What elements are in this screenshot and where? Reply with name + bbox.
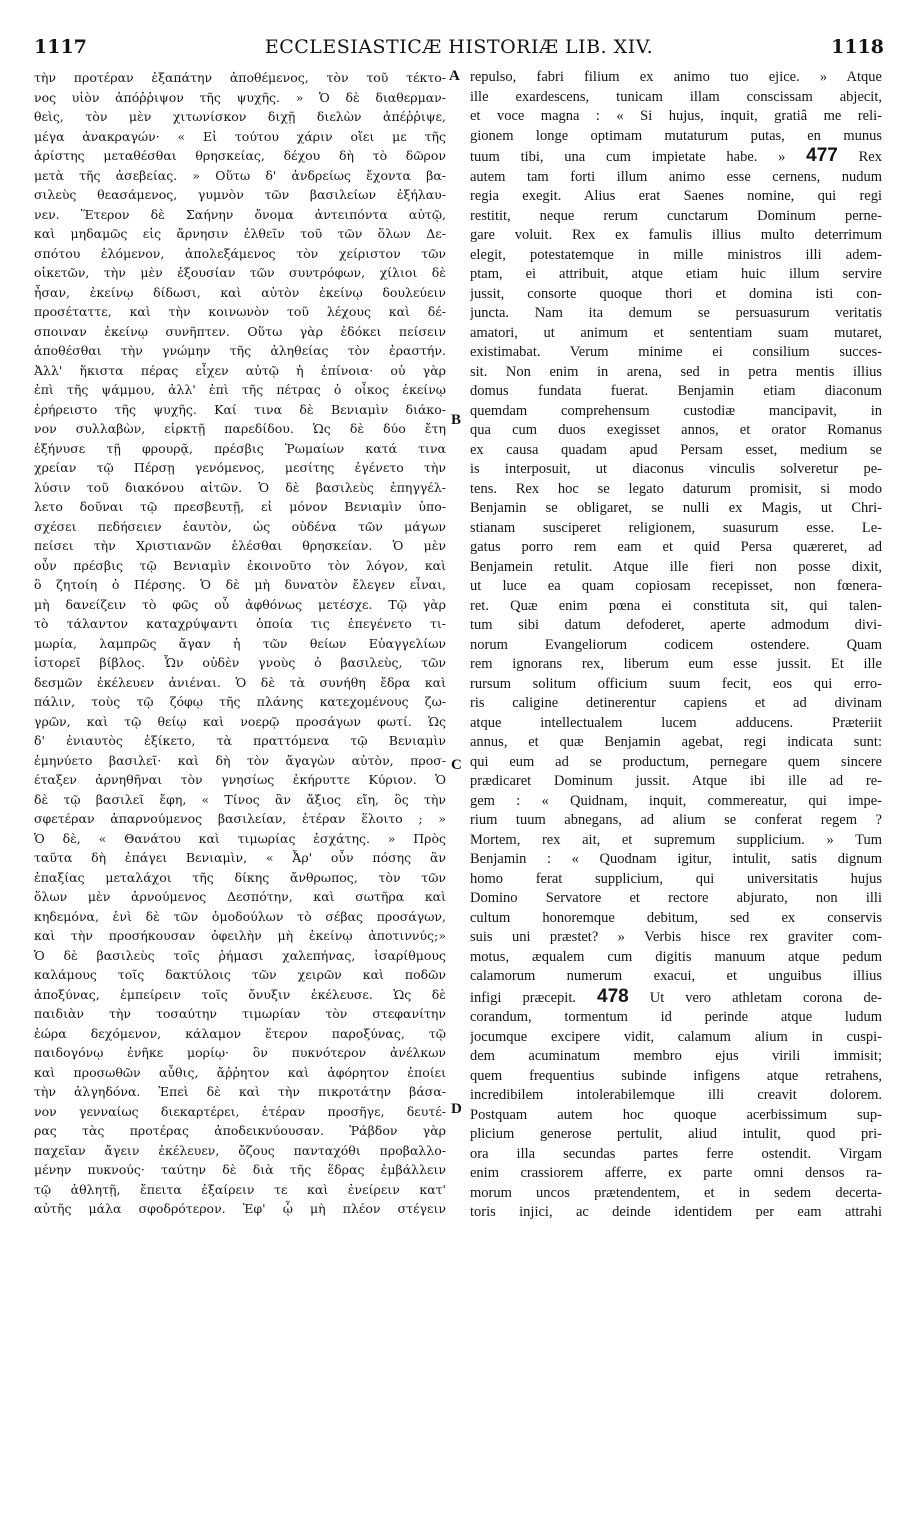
greek-line: μὴ δανείζειν τὸ φῶς οὗ ἀφθόνως μετέσχε. Τῷ γὰρ [34,596,446,612]
greek-line: τὴν προτέραν ἐξαπάτην ἀποθέμενος, τὸν τοῦ τέκτο- [34,70,446,85]
latin-line: morum uncos prætendentem, et in sedem decerta- [470,1184,882,1201]
greek-line: ταῦτα δὴ ἐπάγει Βενιαμὶν, « Ἆρ' οὖν πόσης ἂν [34,850,446,865]
latin-line: amatori, ut animum et sententiam suam mutaret, [470,324,882,341]
latin-line: ptam, ei attribuit, atque etiam huic illum servire [470,266,882,282]
greek-line: μένην πυκνούς· ταύτην δὲ διὰ τῆς ἕδρας ἐμβάλλειν [34,1162,446,1177]
page-header [34,6,884,56]
latin-line: calamorum numerum exacui, et unguibus illius [470,968,882,984]
greek-line: μωρία, λαμπρῶς ἄγαν ἡ τῶν θείων Εὐαγγελίων [34,635,446,651]
latin-line: suis uni præstet? » Verbis hisce rex graviter com- [470,929,882,945]
greek-line: σχέσει πεδήσειεν ἑαυτὸν, ὡς οὐδένα τῶν μάγων [34,518,446,534]
greek-line: ἀποθέσθαι τὴν γνώμην τῆς ἀληθείας τὸν ἐραστήν. [34,343,446,358]
greek-line: ὅλων μὲν ἀρνούμενος Δεσπότην, καὶ σωτῆρα καὶ [34,889,446,904]
greek-line: πείσει τὴν Χριστιανῶν ἑλέσθαι θρησκείαν. Ὁ μὲν [34,538,446,553]
latin-line: tens. Rex hoc se legato daturum promisit, si modo [470,480,882,497]
latin-line: enim crassiorem afferre, ex parte omni densos ra- [470,1165,882,1181]
greek-line: τὸ τάλαντον καταχρύψαντι ὁποία τις ἐπεγένετο τι- [34,616,446,631]
latin-line: dem acuminatum membro ejus virili immisit; [470,1048,882,1064]
greek-line: σιλεὺς θεασάμενος, γυμνὸν τῶν βασιλείων ἐξήλαυ- [34,187,446,202]
latin-line: stianam susciperet religionem, suasurum esse. Le- [470,519,882,536]
latin-line: is interposuit, ut diaconus vinculis solveretur pe- [470,461,882,477]
latin-line: cultum honoremque debitum, sed ex conservis [470,909,882,926]
latin-line: tuum tibi, una cum impietate habe. » 477 Rex [470,146,882,166]
margin-letter-c: C [451,757,462,773]
latin-line: Mortem, rex ait, et supremum supplicium. » Tum [470,831,882,848]
latin-line: toris injici, ac deinde identidem per eam attrahi [470,1204,882,1220]
latin-line: Benjamein retulit. Atque ille fieri non posse dixit, [470,558,882,575]
section-number: 478 [597,986,629,1007]
greek-line: ἐπαξίας μεταλάχοι τῆς δίκης ἄνθρωπος, τὸν τῶν [34,869,446,885]
latin-line: et voce magna : « Si hujus, inquit, gratiâ me reli- [470,108,882,124]
latin-line: sit. Non enim in arena, sed in petra mentis illius [470,363,882,380]
latin-line: ut luce ea quam copiosam recepisset, non fœnera- [470,578,882,594]
latin-line: ille exardescens, tunicam illam conscissam abjecit, [470,88,882,105]
page-number-right: 1118 [831,36,884,58]
greek-line: νον γενναίως διεκαρτέρει, ἑτέραν προσῆγε, δευτέ- [34,1103,446,1119]
latin-line: domus fundata fuerat. Benjamin etiam diaconum [470,383,882,399]
latin-line: homo ferat supplicium, qui universitatis hujus [470,870,882,887]
margin-letter-d: D [451,1101,462,1117]
greek-column [34,68,446,1219]
greek-line: καὶ τὴν προσήκουσαν ὀφειλὴν μὴ ἐκείνῳ ἀποτιννύς;» [34,928,446,943]
page-number-left: 1117 [34,36,87,58]
greek-line: λύσιν τοῦ διακόνου αἰτῶν. Ὁ δὲ βασιλεὺς ἐπηγγέλ- [34,479,446,495]
latin-line: motus, æqualem cum digitis manuum atque pedum [470,948,882,965]
greek-line: σποιναν ἐκείνῳ συνῆπτεν. Οὕτω γὰρ ἐδόκει πείσειν [34,323,446,339]
latin-line: gatus porro rem eam et quid Persa quæreret, ad [470,539,882,555]
latin-line: Benjamin se obligaret, se nulli ex Magis, ut Chri- [470,500,882,516]
greek-line: ἐμηνύετο βασιλεῖ· καὶ δὴ τὸν ἄγαγὼν αὐτὸν, προσ- [34,752,446,768]
greek-line: παιδογόνῳ ἐνῆκε μορίῳ· ὃν πυκνότερον ἀνέλκων [34,1045,446,1060]
greek-line: θεὶς, τὸν μὲν χιτωνίσκον διχῇ διελὼν ἀπέῤῥιψε, [34,109,446,124]
latin-line: ex causa quadam apud Persam esset, medium se [470,441,882,458]
latin-line: incredibilem intolerabilemque illi creavit dolorem. [470,1087,882,1103]
greek-line: ἀποξύνας, ἐμπείρειν τοῖς ὄνυξιν ἐκέλευσε. Ὡς δὲ [34,986,446,1002]
greek-line: μέγα ἀνακραγών· « Εἰ τούτου χάριν οἴει με τῆς [34,128,446,144]
greek-line: Ὁ δὲ, « Θανάτου καὶ τιμωρίας ἐσχάτης. » Πρὸς [34,830,446,846]
greek-line: ἑώρα δεχόμενον, κάλαμον ἕτερον παροξύνας, τῷ [34,1025,446,1041]
greek-line: σπότου ἑλόμενον, ἀπολεξάμενος τὸν χείριστον τῶν [34,245,446,261]
latin-line: elegit, potestatemque in mille ministros illi adem- [470,246,882,263]
greek-line: νος υἱὸν ἀπόῤῥιψον τῆς ψυχῆς. » Ὁ δὲ διαθερμαν- [34,89,446,105]
latin-line: quem frequentius subinde infigens atque retrahens, [470,1067,882,1084]
latin-line: Domino Servatore et rectore abjurato, non illi [470,890,882,906]
latin-line: corandum, tormentum id perinde atque ludum [470,1009,882,1025]
greek-line: καλάμους τοῖς δακτύλοις τῶν χειρῶν καὶ ποδῶν [34,967,446,982]
latin-line: atque intellectualem lucem adducens. Præteriit [470,714,882,731]
greek-line: οὖν πρέσβις τῷ Βενιαμὶν ἐκοινοῦτο τὸν λόγον, καὶ [34,557,446,573]
greek-line: νεν. Ἕτερον δὲ Σαήνην ὄνομα ἀντειπόντα αὐτῷ, [34,206,446,222]
greek-line: ὃ ζητοίη ὁ Πέρσης. Ὁ δὲ μὴ δυνατὸν ἔλεγεν εἶναι, [34,577,446,592]
latin-line: regia exegit. Alius erat Saenes nomine, qui regi [470,188,882,204]
greek-line: πάλιν, τοὺς τῷ ζόφῳ τῆς πλάνης κατεχομένους ζω- [34,694,446,709]
latin-line: ris caligine detinerentur capiens et ad divinam [470,695,882,711]
greek-line: γρῶν, καὶ τῷ θείῳ καὶ νοερῷ προσάγων φωτί. Ὡς [34,713,446,729]
greek-line: αὐτῆς μάλα σφοδρότερον. Ἐφ' ᾧ μὴ πλέον στέγειν [34,1201,446,1216]
latin-line: qui eum ad se productum, pernegare quem sincere [470,753,882,770]
greek-line: τῷ ἀθλητῇ, ἔπειτα ἐξαίρειν τε καὶ ἐνείρειν κατ' [34,1181,446,1197]
latin-line: gare voluit. Rex ex famulis illius multo deterrimum [470,227,882,243]
latin-line: ret. Quæ enim pœna ei constituta sit, qui talen- [470,597,882,614]
greek-line: λετο δοῦναι τῷ πρεσβευτῇ, εἰ μόνον Βενιαμὶν ὑπο- [34,499,446,514]
latin-line: gionem longe optimam mutaturum putas, en munus [470,127,882,144]
running-title: ECCLESIASTICÆ HISTORIÆ LIB. XIV. [264,36,654,58]
greek-line: κηδεμόνα, ἑνὶ δὲ τῶν ὁμοδούλων τὸ σέβας προσάγων, [34,908,446,924]
greek-line: δεσμῶν ἐκέλευεν ἀνιέναι. Ὁ δὲ τὰ συνήθη ἔδρα καὶ [34,674,446,690]
greek-line: νον συλλαβὼν, εἱρκτῇ παρεδίδου. Ὡς δὲ δύο ἔτη [34,421,446,436]
latin-line: repulso, fabri filium ex animo tuo ejice. » Atque [470,69,882,85]
greek-line: ἀρίστης μεταθέσθαι θρησκείας, δέχου δὴ τὸ δῶρον [34,148,446,163]
greek-line: χρείαν τῷ Πέρσῃ γενόμενος, μεσίτης ἐγένετο τὴν [34,460,446,475]
greek-line: Ἀλλ' ἥκιστα πέρας εἶχεν αὐτῷ ἡ ἐπίνοια· οὐ γὰρ [34,362,446,378]
latin-line: quemdam comprehensum custodiæ mancipavit, in [470,402,882,419]
latin-line: qua cum duos exegisset annos, et orator Romanus [470,422,882,438]
latin-line: restitit, neque rerum cunctarum Dominum perne- [470,207,882,224]
latin-line: juncta. Nam ita demum se persuasurum veritatis [470,305,882,321]
latin-line: plicium generose pertulit, aliud intulit, quod pri- [470,1126,882,1142]
latin-line: autem tam forti illum animo esse cernens, nudum [470,168,882,185]
greek-line: ἦσαν, ἐκείνῳ δίδωσι, καὶ αὐτὸν ἐκείνῳ δουλεύειν [34,284,446,300]
latin-line: rium tuum abnegans, ad alium se conferat regem ? [470,812,882,828]
latin-line: existimabat. Verum minime ei consilium succes- [470,344,882,360]
greek-line: παχεῖαν ἄγειν ἐκέλευεν, ὄζους πανταχόθι προβαλλο- [34,1142,446,1158]
latin-line: jocumque excipere vidit, calamum alium in cuspi- [470,1028,882,1045]
margin-letter-a: A [449,68,460,84]
greek-line: ρας τὰς προτέρας ἀποδεικνύουσαν. Ῥάβδον γὰρ [34,1123,446,1138]
latin-line: jussit, consorte quoque thori et domina isti con- [470,285,882,302]
latin-line: ora illa secundas partes ferre ostendit. Virgam [470,1145,882,1162]
greek-line: προσέταττε, καὶ τὴν κοινωνὸν τοῦ λέχους καὶ δέ- [34,304,446,319]
latin-column [470,68,882,1223]
greek-line: δὲ τῷ βασιλεῖ ἔφη, « Τίνος ἂν ἄξιος εἴη, ὃς τὴν [34,791,446,807]
latin-line: tum sibi datum defoderet, aperte admodum divi- [470,617,882,633]
latin-line: gem : « Quidnam, inquit, commereatur, qui impe- [470,792,882,809]
greek-line: παιδιὰν τὴν τοσαύτην τιμωρίαν τὸν στεφανίτην [34,1006,446,1021]
greek-line: οἰκετῶν, τὴν μὲν ἐξουσίαν τῶν συντρόφων, χίλιοι δὲ [34,265,446,280]
greek-line: καὶ προσωθῶν αὖθις, ἄῤῥητον καὶ ἀφόρητον ἐποίει [34,1064,446,1080]
latin-line: norum Evangeliorum codicem ostendere. Quam [470,636,882,653]
greek-line: ἐξήνυσε τῇ φρουρᾷ, πρέσβις Ῥωμαίων κατά τινα [34,440,446,456]
greek-line: τὴν ἀλγηδόνα. Ἐπεὶ δὲ καὶ τὴν πικροτάτην βάσα- [34,1084,446,1099]
greek-line: καὶ μηδαμῶς εἰς ἄρνησιν ἐλθεῖν τοῦ τῶν ὅλων Δε- [34,226,446,241]
greek-line: δ' ἐνιαυτὸς ἐξίκετο, τὰ πραττόμενα τῷ Βενιαμὶν [34,733,446,748]
latin-line: annus, et quæ Benjamin agebat, regi indicata sunt: [470,734,882,750]
latin-line: Benjamin : « Quodnam igitur, intulit, satis dignum [470,851,882,867]
section-number: 477 [806,146,838,166]
greek-line: ἐρήρειστο τῆς ψυχῆς. Καί τινα δὲ Βενιαμὶν διάκο- [34,401,446,417]
greek-line: σφετέραν ἀπαρνούμενος βασιλείαν, ἑτέραν ἕλοιτο ; » [34,811,446,826]
margin-letter-b: B [451,412,462,428]
latin-line: rem ignorans rex, liberum eum esse jussit. Et ille [470,656,882,672]
greek-line: ἱστορεῖ βίβλος. Ὧν οὐδὲν γνοὺς ὁ βασιλεὺς, τῶν [34,655,446,670]
latin-line: prædicaret Dominum jussit. Atque ibi ille ad re- [470,773,882,789]
greek-line: Ὁ δὲ βασιλεὺς τοῖς ῥήμασι χαλεπήνας, ἰσαρίθμους [34,947,446,963]
latin-line: infigi præcepit. 478 Ut vero athletam corona de- [470,986,882,1007]
latin-line: rursum solitum officium suum fecit, eos qui erro- [470,675,882,692]
greek-line: έταξεν ἀρνηθῆναι τὸν γνησίως ἐκήρυττε Κύριον. Ὁ [34,772,446,787]
latin-line: Postquam autem hoc quoque acerbissimum sup- [470,1106,882,1123]
greek-line: μετὰ τῆς ἀσεβείας. » Οὕτω δ' ἀνδρείως ἔχοντα βα- [34,167,446,183]
greek-line: ἐπὶ τῆς ψάμμου, ἀλλ' ἐπὶ τῆς πέτρας ὁ οἶκος ἐκείνῳ [34,382,446,397]
